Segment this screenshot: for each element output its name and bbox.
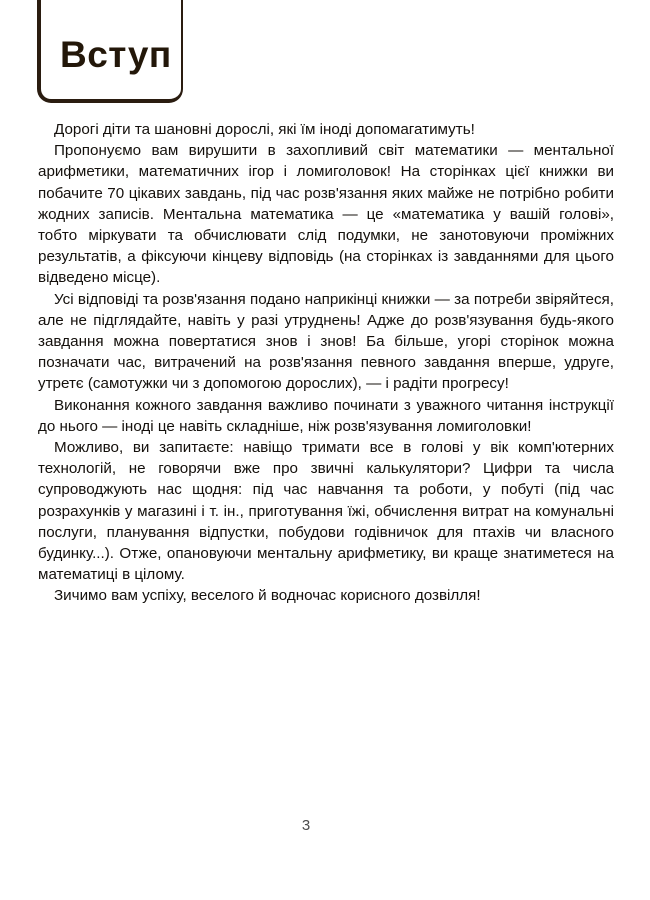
paragraph: Дорогі діти та шановні дорослі, які їм іноді допомагатимуть! bbox=[54, 121, 475, 138]
page-title: Вступ bbox=[60, 34, 172, 75]
introduction-body bbox=[38, 119, 614, 607]
paragraph: Виконання кожного завдання важливо починати з уважного читання інструкції до нього — іноді це навіть складніше, ніж розв'язування ломиголовки! bbox=[38, 396, 614, 435]
paragraph: Зичимо вам успіху, веселого й водночас корисного дозвілля! bbox=[54, 587, 481, 605]
paragraph: Усі відповіді та розв'язання подано наприкінці книжки — за потреби звіряйтеся, але не підглядайте, навіть у разі утруднень! Адже до розв'язування будь-якого завдання можна повертатися знов і знов! Ба більше, угорі сторінок можна позначати час, витрачений на розв'язання певного завдання вперше, удруге, утретє (самотужки чи з допомогою дорослих), — і радіти прогресу! bbox=[38, 290, 614, 393]
page-number: 3 bbox=[301, 817, 311, 834]
paragraph: Можливо, ви запитаєте: навіщо тримати все в голові у вік комп'ютерних технологій, не говорячи вже про звичні калькулятори? Цифри та числа супроводжують нас щодня: під час навчання та роботи, у побуті (під час розрахунків у магазині і т. ін., приготування їжі, обчислення витрат на комунальні послуги, планування відпустки, побудови годівничок для птахів чи власного будинку...). Отже, опановуючи ментальну арифметику, ви краще знатиметеся на математиці в цілому. bbox=[38, 439, 614, 584]
paragraph: Пропонуємо вам вирушити в захопливий світ математики — ментальної арифметики, математичних ігор і ломиголовок! На сторінках цієї книжки ви побачите 70 цікавих завдань, під час розв'язання яких майже не потрібно робити жодних записів. Ментальна математика — це «математика у вашій голові», тобто міркувати та обчислювати слід подумки, не занотовуючи проміжних результатів, а фіксуючи кінцеву відповідь (на сторінках із завданнями для цього відведено місце). bbox=[38, 142, 614, 287]
